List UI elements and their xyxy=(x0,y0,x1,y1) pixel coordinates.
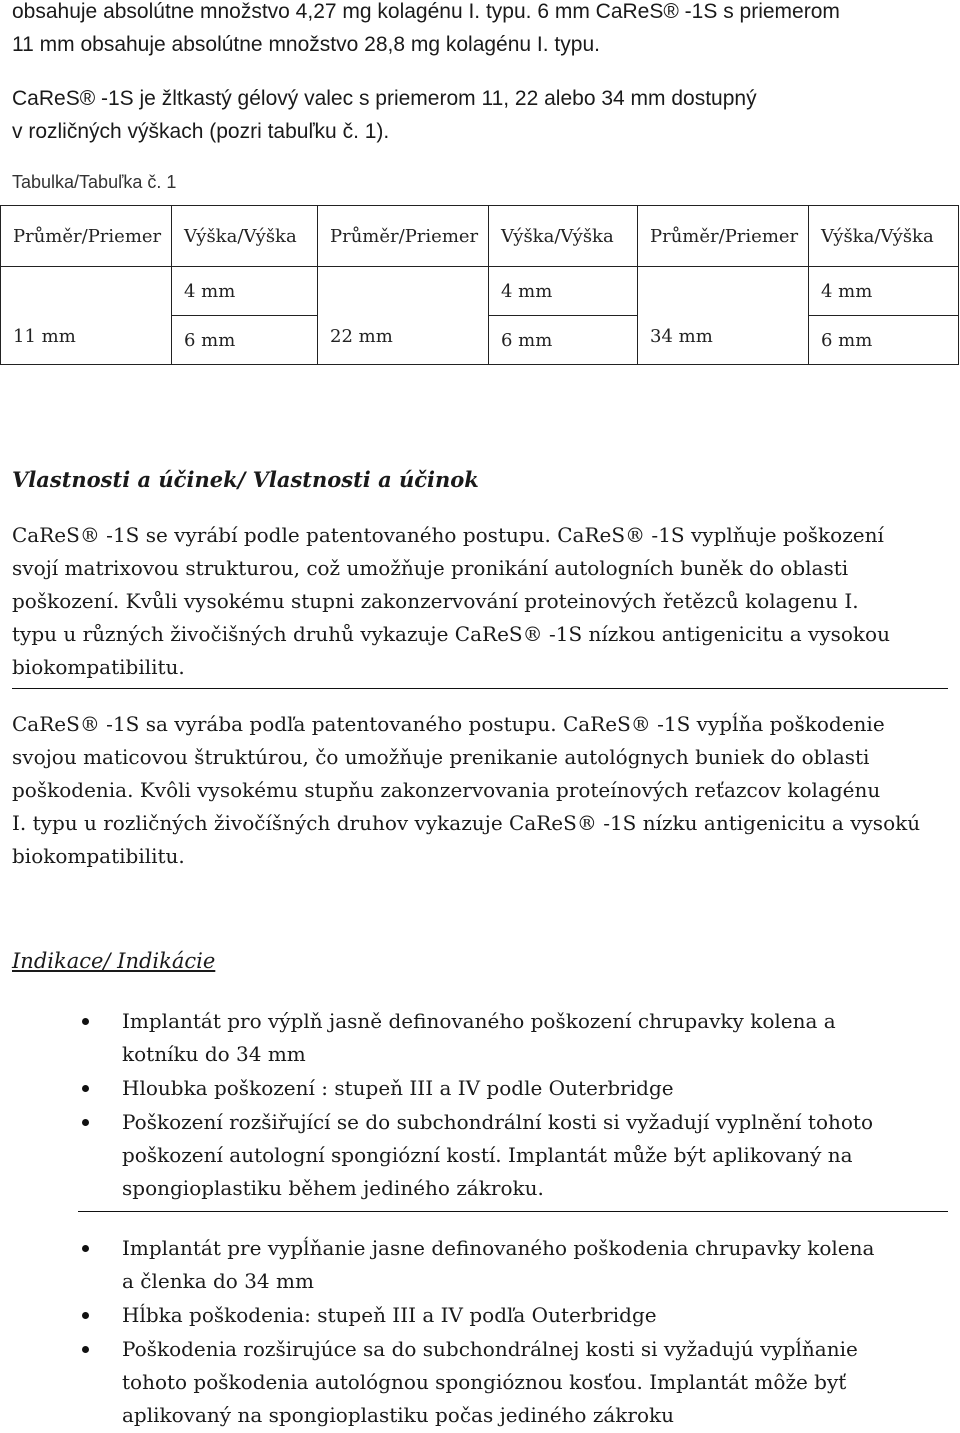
list-item: Poškození rozšiřující se do subchondrální kosti si vyžadují vyplnění tohoto poškození autologní spongiózní kostí. Implantát může být aplikovaný na spongioplastiku během jediného zákroku. xyxy=(78,1106,938,1205)
table-row xyxy=(1,267,959,316)
properties-cz-line: CaReS® -1S se vyrábí podle patentovaného postupu. CaReS® -1S vyplňuje poškození xyxy=(12,523,884,547)
language-divider xyxy=(12,688,948,689)
table-header-cell: Výška/Výška xyxy=(489,206,638,267)
dimensions-table xyxy=(0,205,959,365)
list-item: Hĺbka poškodenia: stupeň III a IV podľa Outerbridge xyxy=(78,1299,938,1332)
diameter-cell: 34 mm xyxy=(638,267,809,365)
list-item: Poškodenia rozširujúce sa do subchondrálnej kosti si vyžadujú vypĺňanie tohoto poškodenia autológnou spongióznou kosťou. Implantát môže byť aplikovaný na spongioplastiku počas jediného zákroku xyxy=(78,1333,938,1432)
table-header-cell: Průměr/Priemer xyxy=(1,206,172,267)
table-header-row xyxy=(1,206,959,267)
language-divider xyxy=(78,1211,948,1212)
intro-line-2: 11 mm obsahuje absolútne množstvo 28,8 mg kolagénu I. typu. xyxy=(12,33,600,56)
list-item: Implantát pro výplň jasně definovaného poškození chrupavky kolena a kotníku do 34 mm xyxy=(78,1005,938,1071)
bullet-icon xyxy=(82,1085,89,1092)
intro-line-4: v rozličných výškach (pozri tabuľku č. 1). xyxy=(12,120,390,143)
bullet-icon xyxy=(82,1312,89,1319)
intro-line-1: obsahuje absolútne množstvo 4,27 mg kolagénu I. typu. 6 mm CaReS® -1S s priemerom xyxy=(12,0,840,23)
table-header-cell: Průměr/Priemer xyxy=(638,206,809,267)
properties-cz-line: biokompatibilitu. xyxy=(12,655,185,679)
properties-cz-line: poškození. Kvůli vysokému stupni zakonzervování proteinových řetězců kolagenu I. xyxy=(12,589,859,613)
properties-sk-line: I. typu u rozličných živočíšných druhov vykazuje CaReS® -1S nízku antigenicitu a vysokú xyxy=(12,811,921,835)
table-header-cell: Výška/Výška xyxy=(172,206,318,267)
properties-heading: Vlastnosti a účinek/ Vlastnosti a účinok xyxy=(12,467,479,492)
properties-cz-line: typu u různých živočišných druhů vykazuje CaReS® -1S nízkou antigenicitu a vysokou xyxy=(12,622,890,646)
table-header-cell: Průměr/Priemer xyxy=(318,206,489,267)
properties-sk-line: biokompatibilitu. xyxy=(12,844,185,868)
properties-cz-line: svojí matrixovou strukturou, což umožňuje pronikání autologních buněk do oblasti xyxy=(12,556,849,580)
indications-heading: Indikace/ Indikácie xyxy=(12,949,216,973)
diameter-cell: 22 mm xyxy=(318,267,489,365)
height-cell: 6 mm xyxy=(172,316,318,365)
properties-sk-line: poškodenia. Kvôli vysokému stupňu zakonzervovania proteínových reťazcov kolagénu xyxy=(12,778,881,802)
list-item: Hloubka poškození : stupeň III a IV podle Outerbridge xyxy=(78,1072,938,1105)
height-cell: 6 mm xyxy=(489,316,638,365)
height-cell: 6 mm xyxy=(809,316,959,365)
properties-sk-line: svojou maticovou štruktúrou, čo umožňuje prenikanie autológnych buniek do oblasti xyxy=(12,745,870,769)
height-cell: 4 mm xyxy=(489,267,638,316)
intro-line-3: CaReS® -1S je žltkastý gélový valec s priemerom 11, 22 alebo 34 mm dostupný xyxy=(12,87,757,110)
table-header-cell: Výška/Výška xyxy=(809,206,959,267)
diameter-cell: 11 mm xyxy=(1,267,172,365)
indications-sk-list xyxy=(78,1232,938,1433)
bullet-icon xyxy=(82,1346,89,1353)
table-caption: Tabulka/Tabuľka č. 1 xyxy=(12,172,177,192)
height-cell: 4 mm xyxy=(809,267,959,316)
height-cell: 4 mm xyxy=(172,267,318,316)
bullet-icon xyxy=(82,1119,89,1126)
bullet-icon xyxy=(82,1018,89,1025)
indications-cz-list xyxy=(78,1005,938,1206)
properties-sk-line: CaReS® -1S sa vyrába podľa patentovaného postupu. CaReS® -1S vypĺňa poškodenie xyxy=(12,712,885,736)
list-item: Implantát pre vypĺňanie jasne definovaného poškodenia chrupavky kolena a členka do 34 mm xyxy=(78,1232,938,1298)
bullet-icon xyxy=(82,1245,89,1252)
